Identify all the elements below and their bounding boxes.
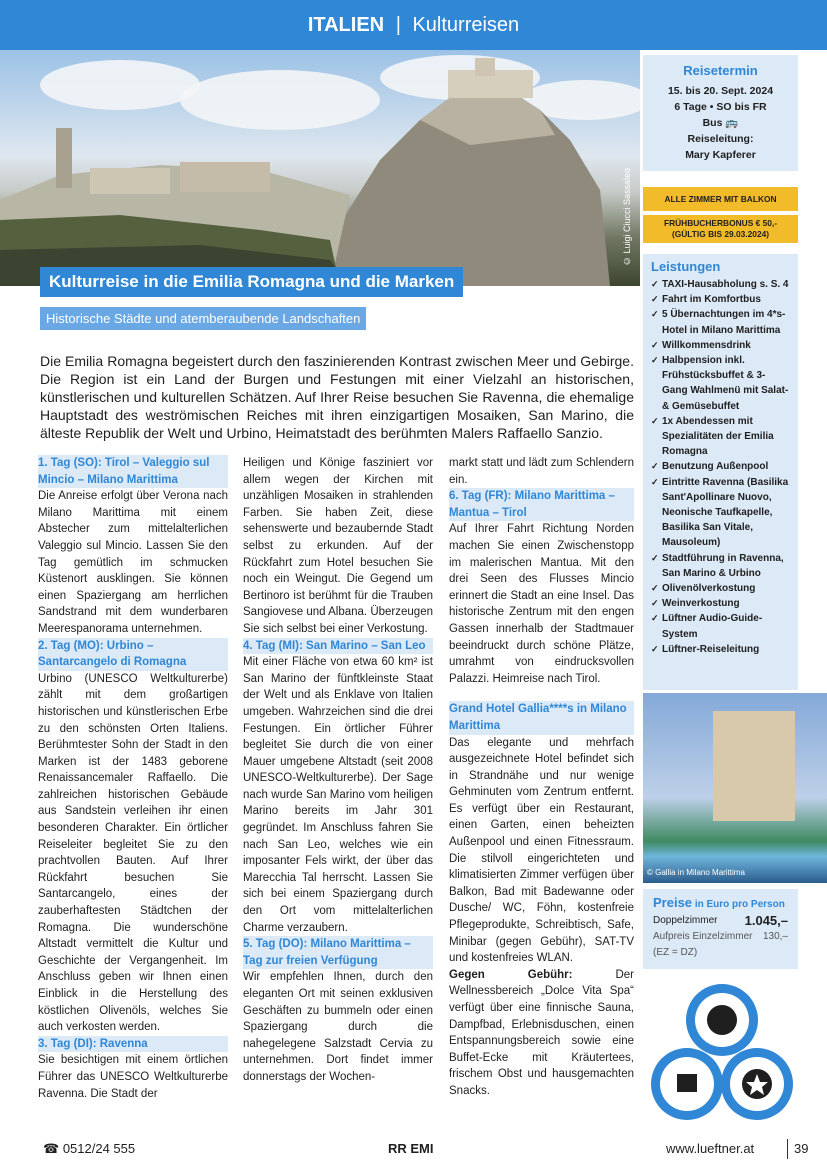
hotel-photo xyxy=(643,693,827,883)
double-room-row xyxy=(653,913,788,929)
page-footer xyxy=(0,1139,827,1159)
service-item: ✓ Lüftner Audio-Guide-System xyxy=(651,611,790,641)
day1-heading: 1. Tag (SO): Tirol – Valeggio sul Mincio – Milano Marittima xyxy=(38,455,228,488)
day3-text-continued: Heiligen und Könige fasziniert vor allem wegen der Kirchen mit unzähligen Mosaiken in strahlenden Farben. Sie haben Zeit, diese sehenswerte und bezaubernde Stadt selbst zu erkunden. Auf der Rückfahrt zum Hotel besuchen Sie noch ein Weingut. Die Gegend um Bertinoro ist berühmt für die Trauben Sangiovese und Albana. Überzeugen Sie sich selbst bei einer Verkostung. xyxy=(243,457,433,635)
footer-website[interactable]: www.lueftner.at xyxy=(666,1141,755,1156)
double-room-label: Doppelzimmer xyxy=(653,915,718,926)
services-box xyxy=(643,254,798,690)
day3-text: Sie besichtigen mit einem örtlichen Führer das UNESCO Weltkulturerbe Ravenna. Die Stadt der xyxy=(38,1054,228,1100)
header-country: ITALIEN xyxy=(307,14,385,36)
price-heading-row xyxy=(653,895,788,913)
phone-icon: ☎ xyxy=(43,1141,60,1156)
travel-date-heading: Reisetermin xyxy=(683,63,758,78)
day4-text: Mit einer Fläche von etwa 60 km² ist San Marino der fünftkleinste Staat der Welt und als Enklave von Italien umgeben. Wahrzeichen sind die drei Festungen. Ein örtlicher Führer begleitet Sie durch die von einer Mauer umgebene Altstadt (seit 2008 UNESCO-Weltkulturerbe). Der Sage nach wurde San Marino vom heiligen Marino bereits im Jahr 301 gegründet. Im Anschluss fahren Sie nach San Leo, welches wie ein imposanter Fels wirkt, der über das Marecchia Tal herrscht. Lassen Sie sich bei einem Spaziergang durch den Ort vom mittelalterlichen Charme verzaubern. xyxy=(243,656,433,934)
transport-label: Bus xyxy=(702,117,723,129)
hero-image xyxy=(0,50,640,286)
travel-date-box xyxy=(643,55,798,171)
header-separator: | xyxy=(395,14,401,36)
footer-phone xyxy=(43,1139,135,1159)
footer-phone-number: 0512/24 555 xyxy=(62,1141,136,1156)
day6-text: Auf Ihrer Fahrt Richtung Norden machen Sie einen Zwischenstopp im malerischen Mantua. Mit den drei Seen des Flusses Mincio erinnert die Stadt an eine Insel. Das historische Zentrum mit den engen Gassen innerhalb der Stadtmauer beeindruckt durch schöne Plätze, umrahmt von eindrucksvollen Palazzi. Heimreise nach Tirol. xyxy=(449,523,634,685)
itinerary-column-3 xyxy=(449,455,634,1100)
hotel-heading: Grand Hotel Gallia****s in Milano Marittima xyxy=(449,701,634,734)
header-category: Kulturreisen xyxy=(412,14,520,36)
service-item: ✓ Eintritte Ravenna (Basilika Sant'Apollinare Nuovo, Neonische Taufkapelle, Basilika San Vitale, Mausoleum) xyxy=(651,475,790,551)
day5-text-continued: markt statt und lädt zum Schlendern ein. xyxy=(449,457,634,486)
fee-paragraph xyxy=(449,967,634,1100)
service-item: ✓ Weinverkostung xyxy=(651,596,790,611)
day3-heading: 3. Tag (DI): Ravenna xyxy=(38,1036,228,1053)
balcony-badge: ALLE ZIMMER MIT BALKON xyxy=(643,187,798,211)
single-room-row xyxy=(653,929,788,945)
day1-text: Die Anreise erfolgt über Verona nach Milano Marittima mit einem Abstecher zum mittelalterlichen Valeggio sul Mincio. Lassen Sie den Tag gemütlich im schmucken Küstenort ausklingen. Sie können einen Spaziergang am herrlichen Sandstrand mit dem wunderbaren Meerespanorama unternehmen. xyxy=(38,490,228,635)
hotel-description: Das elegante und mehrfach ausgezeichnete Hotel befindet sich in Strandnähe und nur wenige Gehminuten vom Zentrum entfernt. Es verfügt über ein Restaurant, einen Garten, einen beheizten Außenpool und einen Fitnessraum. Die stilvoll eingerichteten und klimatisierten Zimmer verfügen über Balkon, Bad mit Badewanne oder Dusche/ WC, Föhn, kostenfreie Pflegeprodukte, Schreibtisch, Safe, Minibar (gegen Gebühr), SAT-TV und kostenfreies WLAN. xyxy=(449,736,634,965)
single-room-price: 130,– xyxy=(762,931,788,942)
travel-dates: 15. bis 20. Sept. 2024 xyxy=(667,85,774,97)
service-item: ✓ TAXI-Hausabholung s. S. 4 xyxy=(651,277,790,292)
landscape-illustration xyxy=(0,50,640,286)
hotel-building xyxy=(713,711,795,821)
single-room-note: (EZ = DZ) xyxy=(653,947,698,958)
guide-label: Reiseleitung: xyxy=(687,133,754,145)
footer-code: RR EMI xyxy=(388,1141,434,1156)
itinerary-column-1 xyxy=(38,455,228,1102)
early-booking-line1: FRÜHBUCHERBONUS € 50,- xyxy=(663,218,778,228)
bus-icon: 🚌 xyxy=(725,117,739,129)
hero-photo-credit: © Luigi Ciucci Sassaleo xyxy=(622,167,632,266)
double-room-price: 1.045,– xyxy=(744,913,788,928)
service-item: ✓ Benutzung Außenpool xyxy=(651,459,790,474)
intro-paragraph: Die Emilia Romagna begeistert durch den faszinierenden Kontrast zwischen Meer und Gebirge. Die Region ist ein Land der Burgen und Festungen mit einer Vielzahl an historischen, künstlerischen und kulturellen Schätzen. Auf Ihrer Reise besuchen Sie Ravenna, die ehemalige Hauptstadt des weströmischen Reiches mit ihren einzigartigen Mosaiken, San Marino, die älteste Republik der Welt und Urbino, Heimatstadt des berühmten Malers Raffaello Sanzio. xyxy=(40,353,634,441)
day4-heading: 4. Tag (MI): San Marino – San Leo xyxy=(243,638,433,655)
early-booking-line2: (GÜLTIG BIS 29.03.2024) xyxy=(671,229,770,239)
fee-text: Der Wellnessbereich „Dolce Vita Spa“ verfügt über eine finnische Sauna, Dampfbad, Erlebnisduschen, einen Entspannungsbereich sowie eine Buffet-Ecke mit Kräutertees, frischem Obst und hausgemachten Snacks. xyxy=(449,968,634,1097)
day6-heading: 6. Tag (FR): Milano Marittima – Mantua – Tirol xyxy=(449,488,634,521)
page-number: 39 xyxy=(787,1139,808,1159)
travel-duration: 6 Tage • SO bis FR xyxy=(674,101,767,113)
trip-subtitle: Historische Städte und atemberaubende Landschaften xyxy=(40,307,366,330)
service-item: ✓ 1x Abendessen mit Spezialitäten der Emilia Romagna xyxy=(651,414,790,460)
service-item: ✓ Lüftner-Reiseleitung xyxy=(651,642,790,657)
day2-heading: 2. Tag (MO): Urbino – Santarcangelo di Romagna xyxy=(38,638,228,671)
service-item: ✓ Olivenölverkostung xyxy=(651,581,790,596)
single-room-label: Aufpreis Einzelzimmer xyxy=(653,931,753,942)
transport xyxy=(647,115,794,131)
day5-heading: 5. Tag (DO): Milano Marittima – Tag zur freien Verfügung xyxy=(243,936,433,969)
service-item: ✓ Fahrt im Komfortbus xyxy=(651,292,790,307)
service-item: ✓ Halbpension inkl. Frühstücksbuffet & 3-Gang Wahlmenü mit Salat- & Gemüsebuffet xyxy=(651,353,790,414)
service-item: ✓ Willkommensdrink xyxy=(651,338,790,353)
day5-text: Wir empfehlen Ihnen, durch den eleganten Ort mit seinen exklusiven Geschäften zu bummeln oder einen Spaziergang durch die nahegelegene Salzstadt Cervia zu unternehmen. Dort findet immer donnerstags der Wochen- xyxy=(243,971,433,1083)
page-header xyxy=(0,0,827,50)
price-heading: Preise xyxy=(653,895,693,910)
day2-text: Urbino (UNESCO Weltkulturerbe) zählt mit dem großartigen historischen und künstlerischen Erbe zu den schönsten Orten Italiens. Berühmtester Sohn der Stadt in den Marken ist der 1483 geborene Renaissancemaler Raffaello. Die zahlreichen historischen Gebäude aus Sandstein verleihen ihr einen besonderen Charakter. Ein örtlicher Reiseleiter begleitet Sie zu den prachtvollen Bauten. Auf Ihrer Rückfahrt besuchen Sie Santarcangelo, eines der zauberhaftesten Städtchen der Romagna. Die wunderschöne Altstadt vermittelt die Kultur und Geschichte der Vergangenheit. Im Anschluss geben wir Ihnen einen Einblick in die Herstellung des köstlichen Olivenöls, welches Sie auch verkosten werden. xyxy=(38,672,228,1034)
guide-name: Mary Kapferer xyxy=(685,149,756,161)
hotel-photo-credit: © Gallia in Milano Marittima xyxy=(647,868,745,877)
services-heading: Leistungen xyxy=(651,259,721,274)
service-item: ✓ Stadtführung in Ravenna, San Marino & Urbino xyxy=(651,551,790,581)
early-booking-badge xyxy=(643,215,798,243)
fee-label: Gegen Gebühr: xyxy=(449,968,573,981)
trip-title: Kulturreise in die Emilia Romagna und die Marken xyxy=(40,267,463,297)
service-item: ✓ 5 Übernachtungen im 4*s-Hotel in Milano Marittima xyxy=(651,307,790,337)
services-list xyxy=(651,277,790,657)
lueftner-badges-logo xyxy=(650,982,795,1132)
price-heading-sub: in Euro pro Person xyxy=(694,899,785,910)
price-box xyxy=(643,889,798,969)
itinerary-column-2 xyxy=(243,455,433,1086)
